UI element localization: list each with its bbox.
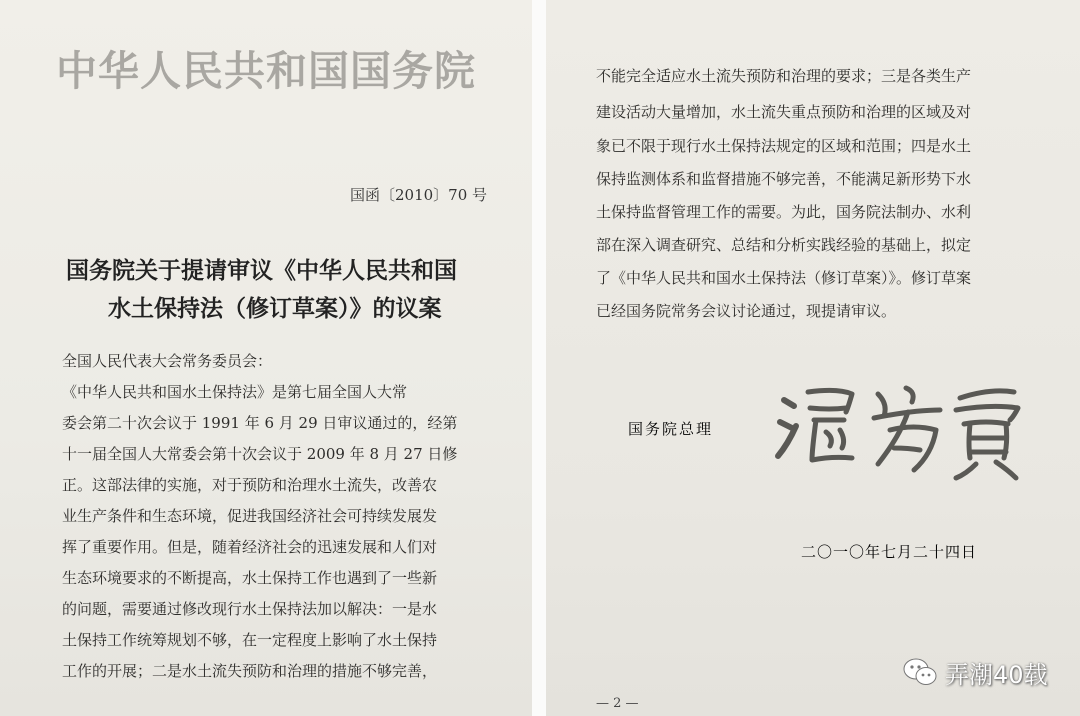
- handwritten-signature: [770, 372, 1030, 482]
- body-line: 保持监测体系和监督措施不够完善，不能满足新形势下水: [596, 170, 972, 188]
- body-line: 委会第二十次会议于 1991 年 6 月 29 日审议通过的，经第: [62, 414, 458, 432]
- letterhead: 中华人民共和国国务院: [56, 47, 476, 95]
- watermark: [903, 652, 1048, 692]
- body-line: 土保持工作统筹规划不够，在一定程度上影响了水土保持: [62, 631, 438, 649]
- body-line: 建设活动大量增加，水土流失重点预防和治理的区域及对: [596, 103, 972, 121]
- document-date: 二〇一〇年七月二十四日: [801, 543, 978, 561]
- body-line: 挥了重要作用。但是，随着经济社会的迅速发展和人们对: [62, 538, 438, 556]
- document-number: 国函〔2010〕70 号: [350, 186, 488, 204]
- wechat-icon: [903, 657, 937, 687]
- document-title-line-2: 水土保持法（修订草案）》的议案: [108, 295, 442, 322]
- body-line: 的问题，需要通过修改现行水土保持法加以解决：一是水: [62, 600, 438, 618]
- left-page: [0, 0, 532, 716]
- body-line: 《中华人民共和国水土保持法》是第七届全国人大常: [62, 383, 408, 401]
- body-line: 已经国务院常务会议讨论通过，现提请审议。: [596, 302, 897, 320]
- body-line: 十一届全国人大常委会第十次会议于 2009 年 8 月 27 日修: [62, 445, 458, 463]
- body-line: 生态环境要求的不断提高，水土保持工作也遇到了一些新: [62, 569, 438, 587]
- page-gap: [532, 0, 546, 716]
- body-line: 正。这部法律的实施，对于预防和治理水土流失，改善农: [62, 476, 438, 494]
- body-line: 了《中华人民共和国水土保持法（修订草案）》。修订草案: [596, 269, 972, 287]
- premier-label: 国务院总理: [628, 420, 714, 438]
- body-line: 土保持监督管理工作的需要。为此，国务院法制办、水利: [596, 203, 972, 221]
- body-line: 部在深入调查研究、总结和分析实践经验的基础上，拟定: [596, 236, 972, 254]
- document-title-line-1: 国务院关于提请审议《中华人民共和国: [66, 257, 457, 284]
- addressee: 全国人民代表大会常务委员会：: [62, 352, 273, 370]
- body-line: 工作的开展；二是水土流失预防和治理的措施不够完善，: [62, 662, 438, 680]
- body-line: 业生产条件和生态环境，促进我国经济社会可持续发展发: [62, 507, 438, 525]
- watermark-text: 弄潮40载: [945, 660, 1048, 689]
- body-line: 象已不限于现行水土保持法规定的区域和范围；四是水土: [596, 137, 972, 155]
- page-number: — 2 —: [596, 696, 639, 711]
- body-line: 不能完全适应水土流失预防和治理的要求；三是各类生产: [596, 67, 972, 85]
